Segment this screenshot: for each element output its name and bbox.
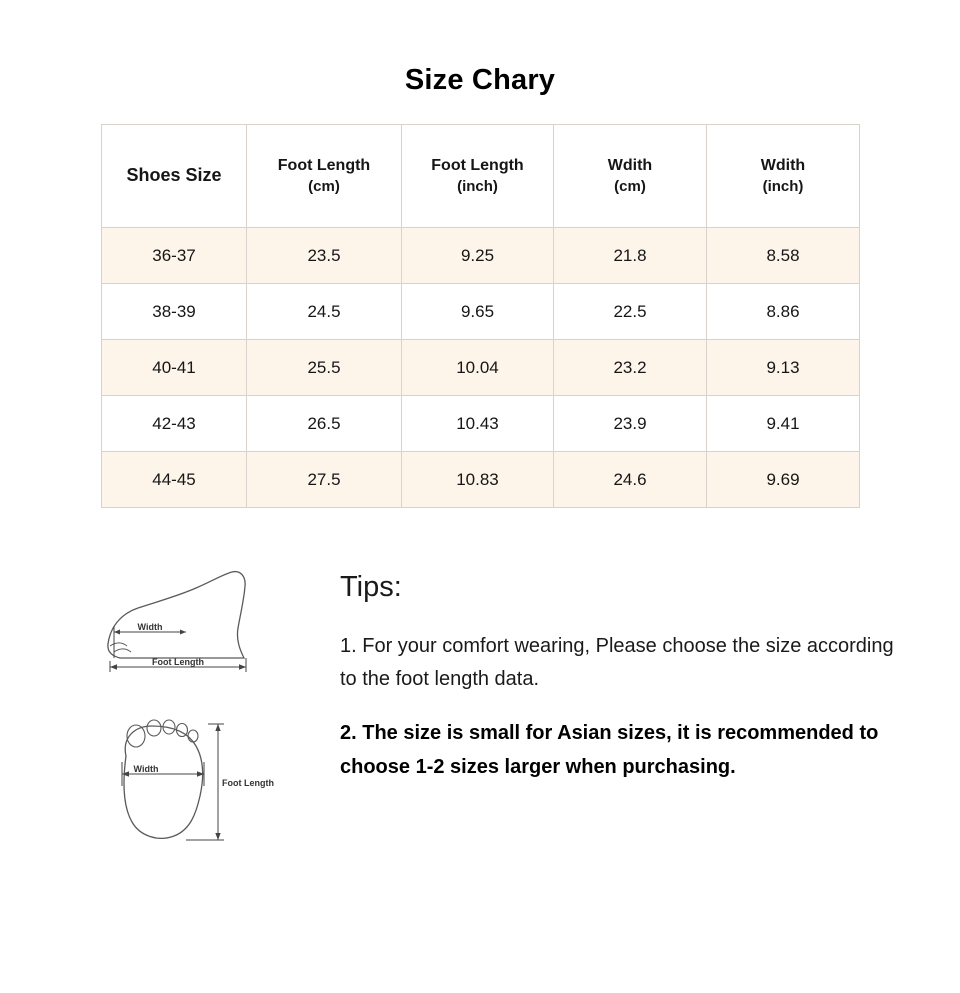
table-header-row — [102, 125, 860, 228]
cell-width-inch: 9.41 — [707, 396, 860, 452]
column-header-foot-length-cm: Foot Length (cm) — [247, 125, 402, 228]
foot-side-view-icon — [100, 566, 300, 696]
sole-width-label: Width — [133, 764, 159, 774]
column-header-foot-length-inch: Foot Length (inch) — [402, 125, 554, 228]
cell-width-cm: 23.2 — [554, 340, 707, 396]
cell-foot-length-cm: 26.5 — [247, 396, 402, 452]
cell-shoes-size: 42-43 — [102, 396, 247, 452]
table-header — [102, 125, 860, 228]
table-row — [102, 396, 860, 452]
cell-width-inch: 8.58 — [707, 228, 860, 284]
cell-foot-length-inch: 10.43 — [402, 396, 554, 452]
lower-section — [0, 566, 960, 896]
cell-width-cm: 22.5 — [554, 284, 707, 340]
cell-width-cm: 24.6 — [554, 452, 707, 508]
cell-foot-length-inch: 10.83 — [402, 452, 554, 508]
size-chart-table-wrapper — [101, 124, 859, 508]
cell-width-inch: 9.13 — [707, 340, 860, 396]
table-row — [102, 340, 860, 396]
tips-section — [340, 566, 900, 784]
foot-measurement-diagrams — [100, 566, 300, 856]
cell-foot-length-inch: 9.65 — [402, 284, 554, 340]
cell-foot-length-cm: 25.5 — [247, 340, 402, 396]
cell-shoes-size: 38-39 — [102, 284, 247, 340]
cell-shoes-size: 36-37 — [102, 228, 247, 284]
column-header-shoes-size: Shoes Size — [102, 125, 247, 228]
foot-sole-icon — [100, 716, 300, 856]
sole-foot-length-label: Foot Length — [222, 778, 274, 788]
cell-foot-length-cm: 27.5 — [247, 452, 402, 508]
cell-shoes-size: 40-41 — [102, 340, 247, 396]
table-row — [102, 228, 860, 284]
tips-heading: Tips: — [340, 571, 402, 603]
cell-foot-length-cm: 23.5 — [247, 228, 402, 284]
column-header-width-inch: Wdith (inch) — [707, 125, 860, 228]
cell-foot-length-inch: 10.04 — [402, 340, 554, 396]
table-row — [102, 452, 860, 508]
cell-width-inch: 8.86 — [707, 284, 860, 340]
size-chart-table — [101, 124, 860, 508]
cell-shoes-size: 44-45 — [102, 452, 247, 508]
table-row — [102, 284, 860, 340]
side-width-label: Width — [137, 622, 163, 632]
column-header-width-cm: Wdith (cm) — [554, 125, 707, 228]
side-foot-length-label: Foot Length — [152, 657, 204, 667]
tip-item-2: 2. The size is small for Asian sizes, it is recommended to choose 1-2 sizes larger when purchasing. — [340, 722, 879, 778]
cell-width-cm: 23.9 — [554, 396, 707, 452]
foot-bottom-view-diagram — [100, 716, 300, 856]
cell-width-cm: 21.8 — [554, 228, 707, 284]
cell-width-inch: 9.69 — [707, 452, 860, 508]
cell-foot-length-cm: 24.5 — [247, 284, 402, 340]
tip-item-1: 1. For your comfort wearing, Please choose the size according to the foot length data. — [340, 635, 894, 690]
cell-foot-length-inch: 9.25 — [402, 228, 554, 284]
table-body — [102, 228, 860, 508]
page-title: Size Chary — [404, 64, 556, 96]
foot-side-view-diagram — [100, 566, 300, 696]
